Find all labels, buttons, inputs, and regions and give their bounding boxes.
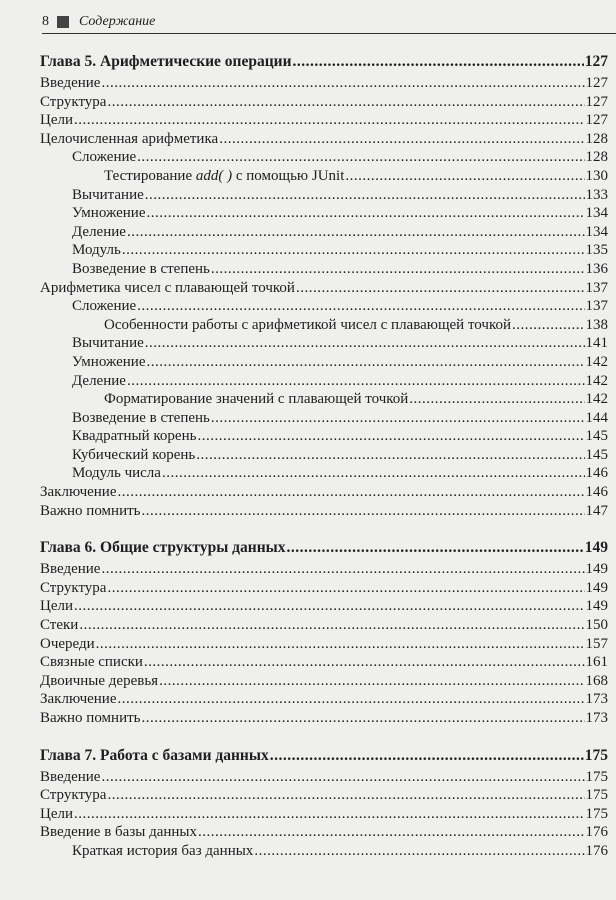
table-of-contents [40, 50, 608, 861]
entry-title [40, 635, 95, 654]
entry-page: 134 [585, 205, 608, 222]
toc-entry[interactable] [40, 842, 608, 861]
toc-entry[interactable] [40, 446, 608, 465]
toc-entry[interactable] [40, 74, 608, 93]
entry-page: 138 [585, 316, 608, 333]
entry-page: 145 [585, 428, 608, 445]
dot-leader [101, 74, 584, 93]
entry-page: 157 [585, 635, 608, 652]
entry-page: 176 [585, 824, 608, 841]
dot-leader [118, 483, 585, 502]
dot-leader [146, 204, 584, 223]
entry-page: 133 [585, 186, 608, 203]
dot-leader [101, 560, 584, 579]
dot-leader [142, 502, 585, 521]
entry-title [72, 204, 145, 223]
entry-page: 146 [585, 465, 608, 482]
entry-page: 135 [585, 242, 608, 259]
toc-entry[interactable] [40, 93, 608, 112]
entry-page: 175 [585, 805, 608, 822]
toc-entry[interactable] [40, 709, 608, 728]
entry-page: 149 [585, 598, 608, 615]
entry-title-text: Особенности работы с арифметикой чисел с плавающей точкой [104, 316, 512, 333]
entry-title-text: Заключение [40, 484, 117, 501]
entry-title-text: Заключение [40, 691, 117, 708]
toc-entry[interactable] [40, 130, 608, 149]
entry-title [72, 353, 145, 372]
entry-title-text: Умножение [72, 353, 146, 370]
toc-entry[interactable] [40, 635, 608, 654]
dot-leader [162, 464, 585, 483]
entry-title-text: Арифметика чисел с плавающей точкой [40, 279, 295, 296]
dot-leader [96, 635, 585, 654]
entry-title-text: Сложение [72, 298, 137, 315]
toc-entry[interactable] [40, 390, 608, 409]
toc-entry[interactable] [40, 223, 608, 242]
entry-title [40, 768, 100, 787]
toc-chapter-heading[interactable] [40, 744, 608, 768]
entry-title [72, 297, 136, 316]
toc-entry[interactable] [40, 167, 608, 186]
entry-title-suffix: с помощью JUnit [232, 167, 345, 184]
entry-title [40, 805, 73, 824]
entry-page: 141 [585, 335, 608, 352]
entry-page: 161 [585, 654, 608, 671]
entry-title-text: Умножение [72, 205, 146, 222]
entry-title-text: Введение в базы данных [40, 824, 198, 841]
toc-entry[interactable] [40, 823, 608, 842]
dot-leader [137, 297, 584, 316]
entry-page: 136 [585, 260, 608, 277]
chapter-page: 175 [584, 746, 608, 764]
dot-leader [293, 50, 584, 74]
entry-page: 173 [585, 691, 608, 708]
entry-title [40, 130, 218, 149]
chapter-spacer [40, 728, 608, 744]
toc-entry[interactable] [40, 260, 608, 279]
entry-title-text: Очереди [40, 635, 95, 652]
entry-title [72, 842, 253, 861]
entry-page: 149 [585, 579, 608, 596]
square-bullet-icon [57, 16, 69, 28]
toc-entry[interactable] [40, 427, 608, 446]
entry-title [72, 148, 136, 167]
entry-title-text: Важно помнить [40, 502, 141, 519]
chapter-title: Глава 5. Арифметические операции [40, 53, 292, 70]
entry-page: 150 [585, 617, 608, 634]
entry-title [72, 186, 144, 205]
entry-title [72, 464, 161, 483]
entry-title-text: Двоичные деревья [40, 672, 159, 689]
dot-leader [107, 579, 584, 598]
toc-entry[interactable] [40, 502, 608, 521]
entry-title-text: Модуль [72, 242, 121, 259]
toc-entry[interactable] [40, 148, 608, 167]
entry-title-text: Цели [40, 805, 74, 822]
entry-page: 146 [585, 484, 608, 501]
entry-page: 142 [585, 372, 608, 389]
toc-entry[interactable] [40, 464, 608, 483]
entry-title [72, 223, 126, 242]
dot-leader [409, 390, 584, 409]
entry-page: 137 [585, 298, 608, 315]
dot-leader [198, 823, 584, 842]
toc-entry[interactable] [40, 204, 608, 223]
entry-title [40, 616, 78, 635]
entry-title-text: Возведение в степень [72, 260, 210, 277]
entry-title [72, 409, 210, 428]
chapter-page: 127 [584, 53, 608, 70]
dot-leader [286, 536, 583, 560]
dot-leader [145, 186, 585, 205]
entry-title [40, 653, 143, 672]
entry-title-text: Краткая история баз данных [72, 842, 254, 859]
entry-title [40, 74, 100, 93]
entry-page: 168 [585, 672, 608, 689]
entry-title-text: Введение [40, 768, 101, 785]
entry-title-text: Связные списки [40, 654, 143, 671]
toc-entry[interactable] [40, 786, 608, 805]
entry-title-text: Модуль числа [72, 465, 161, 482]
dot-leader [270, 744, 584, 768]
dot-leader [142, 709, 585, 728]
entry-page: 130 [585, 167, 608, 184]
entry-page: 134 [585, 223, 608, 240]
entry-title-text: Структура [40, 93, 107, 110]
entry-title [40, 579, 106, 598]
entry-title-text: Структура [40, 579, 107, 596]
entry-page: 128 [585, 149, 608, 166]
dot-leader [197, 427, 584, 446]
entry-title-text: Стеки [40, 617, 79, 634]
entry-title [104, 167, 344, 186]
dot-leader [345, 167, 584, 186]
entry-page: 127 [585, 93, 608, 110]
entry-page: 175 [585, 768, 608, 785]
entry-title-code: add( ) [195, 167, 233, 184]
dot-leader [512, 316, 584, 335]
page-number: 8 [42, 14, 49, 29]
entry-title [72, 260, 210, 279]
entry-page: 137 [585, 279, 608, 296]
dot-leader [107, 786, 584, 805]
toc-chapter-heading[interactable] [40, 536, 608, 560]
entry-page: 128 [585, 130, 608, 147]
toc-entry[interactable] [40, 372, 608, 391]
entry-page: 173 [585, 710, 608, 726]
dot-leader [219, 130, 584, 149]
entry-title [72, 427, 196, 446]
toc-chapter-heading[interactable] [40, 50, 608, 74]
entry-title [72, 372, 126, 391]
dot-leader [122, 241, 585, 260]
dot-leader [211, 260, 585, 279]
entry-page: 176 [585, 842, 608, 859]
entry-title-text: Деление [72, 372, 126, 389]
dot-leader [127, 372, 585, 391]
toc-entry[interactable] [40, 409, 608, 428]
entry-title [40, 709, 141, 728]
entry-title [40, 597, 73, 616]
dot-leader [144, 653, 585, 672]
dot-leader [107, 93, 584, 112]
toc-entry[interactable] [40, 805, 608, 824]
dot-leader [137, 148, 584, 167]
toc-entry[interactable] [40, 672, 608, 691]
dot-leader [159, 672, 584, 691]
dot-leader [146, 353, 584, 372]
chapter-page: 149 [584, 539, 608, 557]
entry-title-text: Цели [40, 112, 74, 129]
entry-title [40, 786, 106, 805]
toc-entry[interactable] [40, 597, 608, 616]
dot-leader [74, 805, 584, 824]
chapter-title: Глава 6. Общие структуры данных [40, 539, 286, 557]
entry-title [40, 672, 158, 691]
entry-title [72, 446, 195, 465]
entry-title-text: Структура [40, 787, 107, 804]
entry-title [40, 823, 197, 842]
entry-page: 147 [585, 502, 608, 519]
entry-title-text: Квадратный корень [72, 428, 197, 445]
entry-page: 149 [585, 561, 608, 578]
entry-title-text: Целочисленная арифметика [40, 130, 219, 147]
toc-entry[interactable] [40, 111, 608, 130]
entry-page: 127 [585, 112, 608, 129]
toc-entry[interactable] [40, 279, 608, 298]
entry-title-text: Тестирование [104, 167, 196, 184]
entry-title-text: Форматирование значений с плавающей точкой [104, 391, 409, 408]
dot-leader [74, 597, 584, 616]
toc-entry[interactable] [40, 186, 608, 205]
entry-title-text: Вычитание [72, 335, 144, 352]
running-title: Содержание [79, 14, 156, 29]
toc-entry[interactable] [40, 690, 608, 709]
entry-page: 127 [585, 75, 608, 91]
entry-title [72, 241, 121, 260]
dot-leader [118, 690, 585, 709]
entry-page: 144 [585, 409, 608, 426]
entry-title [40, 111, 73, 130]
toc-entry[interactable] [40, 316, 608, 335]
entry-title-text: Сложение [72, 149, 137, 166]
entry-title [104, 390, 408, 409]
entry-title-text: Кубический корень [72, 446, 196, 463]
entry-title-text: Введение [40, 561, 101, 578]
chapter-spacer [40, 520, 608, 536]
entry-title [40, 502, 141, 521]
entry-title [40, 279, 295, 298]
entry-title [40, 483, 117, 502]
entry-page: 142 [585, 391, 608, 408]
entry-title [40, 560, 100, 579]
dot-leader [196, 446, 584, 465]
dot-leader [101, 768, 584, 787]
toc-entry[interactable] [40, 768, 608, 787]
dot-leader [79, 616, 584, 635]
entry-title-text: Важно помнить [40, 710, 141, 726]
entry-title [104, 316, 511, 335]
dot-leader [296, 279, 585, 298]
toc-entry[interactable] [40, 334, 608, 353]
entry-title [72, 334, 144, 353]
dot-leader [74, 111, 584, 130]
chapter-title: Глава 7. Работа с базами данных [40, 746, 269, 764]
dot-leader [145, 334, 585, 353]
entry-title-text: Вычитание [72, 186, 144, 203]
toc-entry[interactable] [40, 653, 608, 672]
entry-title-text: Цели [40, 598, 74, 615]
toc-entry[interactable] [40, 483, 608, 502]
entry-title-text: Деление [72, 223, 126, 240]
entry-page: 142 [585, 353, 608, 370]
entry-title [40, 93, 106, 112]
toc-entry[interactable] [40, 560, 608, 579]
toc-entry[interactable] [40, 297, 608, 316]
toc-entry[interactable] [40, 616, 608, 635]
entry-page: 175 [585, 787, 608, 804]
toc-entry[interactable] [40, 579, 608, 598]
dot-leader [127, 223, 585, 242]
toc-entry[interactable] [40, 241, 608, 260]
entry-page: 145 [585, 446, 608, 463]
entry-title [40, 690, 117, 709]
toc-entry[interactable] [40, 353, 608, 372]
entry-title-text: Введение [40, 75, 101, 91]
dot-leader [211, 409, 585, 428]
running-header [42, 11, 616, 34]
dot-leader [254, 842, 584, 861]
entry-title-text: Возведение в степень [72, 409, 210, 426]
